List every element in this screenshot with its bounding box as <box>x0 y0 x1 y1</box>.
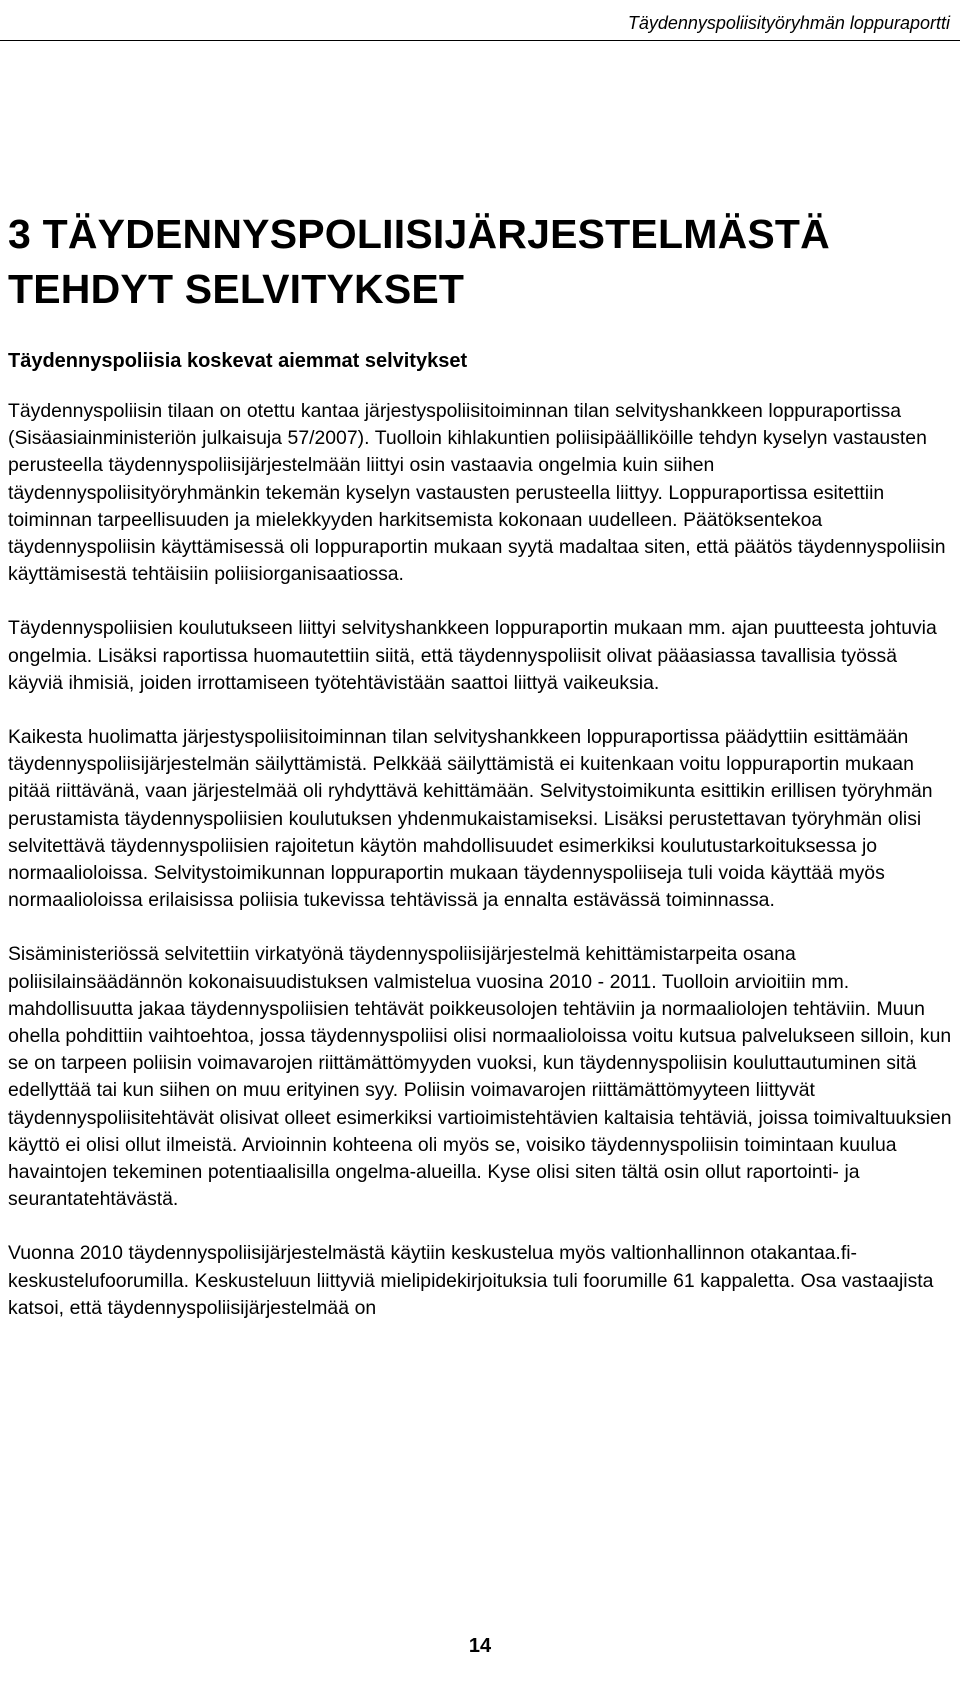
running-header: Täydennyspoliisityöryhmän loppuraportti <box>627 13 950 33</box>
paragraph: Vuonna 2010 täydennyspoliisijärjestelmästä käytiin keskustelua myös valtionhallinnon otakantaa.fi-keskustelufoorumilla. Keskusteluun liittyviä mielipidekirjoituksia tuli foorumille 61 kappaletta. Osa vastaajista katsoi, että täydennyspoliisijärjestelmää on <box>8 1242 934 1319</box>
chapter-title: 3 TÄYDENNYSPOLIISIJÄRJESTELMÄSTÄ TEHDYT SELVITYKSET <box>8 211 830 312</box>
paragraph: Kaikesta huolimatta järjestyspoliisitoiminnan tilan selvityshankkeen loppuraportissa päädyttiin esittämään täydennyspoliisijärjestelmän säilyttämistä. Pelkkää säilyttämistä ei kuitenkaan voitu loppuraportin mukaan pitää riittävänä, vaan järjestelmää oli ryhdyttävä kehittämään. Selvitystoimikunta esittikin erillisen työryhmän perustamista täydennyspoliisien koulutuksen yhdenmukaistamiseksi. Lisäksi perustettavan työryhmän olisi selvitettävä täydennyspoliisien rajoitetun käytön mahdollisuudet esimerkiksi koulutustarkoituksessa jo normaalioloissa. Selvitystoimikunnan loppuraportin mukaan täydennyspoliiseja tuli voida käyttää myös normaalioloissa erilaisissa poliisia tukevissa tehtävissä ja ennalta estävässä toiminnassa. <box>8 726 933 912</box>
paragraph: Sisäministeriössä selvitettiin virkatyönä täydennyspoliisijärjestelmä kehittämistarpeita osana poliisilainsäädännön kokonaisuudistuksen valmistelua vuosina 2010 - 2011. Tuolloin arvioitiin mm. mahdollisuutta jakaa täydennyspoliisien tehtävät poikkeusolojen tehtäviin ja normaaliolojen tehtäviin. Muun ohella pohdittiin vaihtoehtoa, jossa täydennyspoliisi olisi normaalioloissa voitu kutsua palvelukseen silloin, kun se on tarpeen poliisin voimavarojen riittämättömyyden vuoksi, kun täydennyspoliisin kouluttautuminen sitä edellyttää tai kun siihen on muu erityinen syy. Poliisin voimavarojen riittämättömyyteen liittyvät täydennyspoliisitehtävät olisivat olleet esimerkiksi vartioimistehtävien kaltaisia tehtäviä, joissa toimivaltuuksien käyttö ei olisi ollut ilmeistä. Arvioinnin kohteena oli myös se, voisiko täydennyspoliisin toimintaan kuulua havaintojen tekeminen potentiaalisilla ongelma-alueilla. Kyse olisi siten tältä osin ollut raportointi- ja seurantatehtävästä. <box>8 943 952 1211</box>
paragraph: Täydennyspoliisin tilaan on otettu kantaa järjestyspoliisitoiminnan tilan selvityshankkeen loppuraportissa (Sisäasiainministeriön julkaisuja 57/2007). Tuolloin kihlakuntien poliisipäälliköille tehdyn kyselyn vastausten perusteella täydennyspoliisijärjestelmään liittyi osin vastaavia ongelmia kuin siihen täydennyspoliisityöryhmänkin tekemän kyselyn vastausten perusteella liittyy. Loppuraportissa esitettiin toiminnan tarpeellisuuden ja mielekkyyden harkitsemista kokonaan uudelleen. Päätöksentekoa täydennyspoliisin käyttämisessä oli loppuraportin mukaan syytä madaltaa siten, että päätös täydennyspoliisin käyttämisestä tehtäisiin poliisiorganisaatiossa. <box>8 400 946 586</box>
header-divider <box>0 40 960 41</box>
page-number: 14 <box>468 1635 492 1657</box>
section-heading: Täydennyspoliisia koskevat aiemmat selvitykset <box>8 350 468 372</box>
body-text <box>8 398 953 1349</box>
paragraph: Täydennyspoliisien koulutukseen liittyi selvityshankkeen loppuraportin mukaan mm. ajan puutteesta johtuvia ongelmia. Lisäksi raportissa huomautettiin siitä, että täydennyspoliisit olivat pääasiassa tavallisia työssä käyviä ihmisiä, joiden irrottamiseen työtehtävistään saattoi liittyä vaikeuksia. <box>8 617 937 694</box>
